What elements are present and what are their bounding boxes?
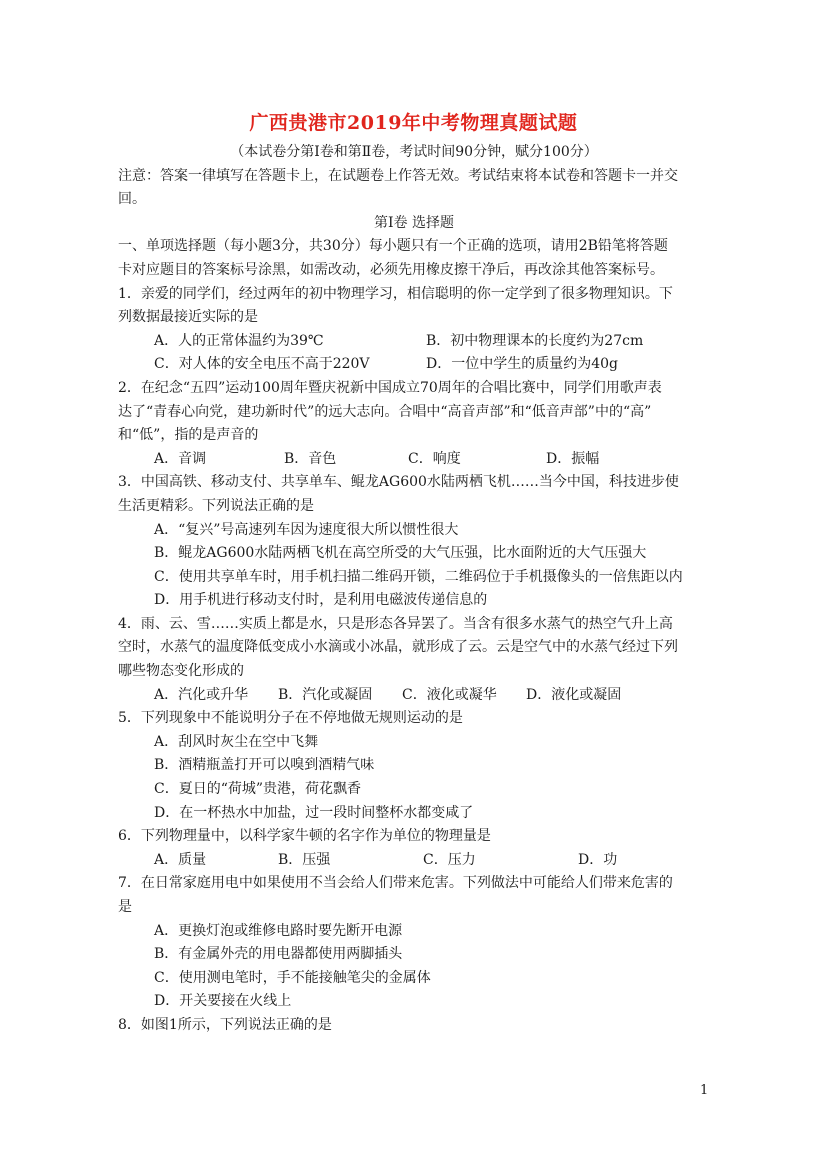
- q2-option-c: C．响度: [408, 450, 461, 467]
- q6-stem-line-1: 6．下列物理量中，以科学家牛顿的名字作为单位的物理量是: [118, 828, 491, 845]
- q8-stem-line-1: 8．如图1所示，下列说法正确的是: [118, 1016, 332, 1033]
- q6-options-row: [118, 849, 710, 873]
- q1-options-row-2: [118, 353, 710, 377]
- q3-option-a: A．“复兴”号高速列车因为速度很大所以惯性很大: [154, 521, 459, 538]
- section-title: 第Ⅰ卷 选择题: [374, 214, 454, 231]
- q5-option-d: D．在一杯热水中加盐，过一段时间整杯水都变咸了: [154, 804, 474, 821]
- q7-option-d: D．开关要接在火线上: [154, 993, 292, 1010]
- notice-line-1: 注意：答案一律填写在答题卡上，在试题卷上作答无效。考试结束将本试卷和答题卡一并交: [118, 167, 678, 184]
- q5-option-c: C．夏日的“荷城”贵港，荷花飘香: [154, 781, 362, 798]
- q6-option-b: B．压强: [278, 851, 331, 868]
- q7-stem-line-2: 是: [118, 899, 132, 915]
- q7-stem-line-1: 7．在日常家庭用电中如果使用不当会给人们带来危害。下列做法中可能给人们带来危害的: [118, 875, 673, 892]
- notice-line-2: 回。: [118, 191, 146, 208]
- q4-stem-line-1: 4．雨、云、雪……实质上都是水，只是形态各异罢了。当含有很多水蒸气的热空气升上高: [118, 615, 673, 632]
- q2-options-row: [118, 448, 710, 472]
- q1-stem-line-2: 列数据最接近实际的是: [118, 309, 258, 326]
- q4-options-row: [118, 684, 710, 708]
- q1-option-a: A．人的正常体温约为39℃: [154, 332, 324, 349]
- exam-content: [118, 141, 710, 1038]
- q4-option-c: C．液化或凝华: [402, 686, 497, 703]
- q6-option-c: C．压力: [423, 851, 476, 868]
- exam-title: 广西贵港市2019年中考物理真题试题: [249, 112, 578, 134]
- q2-option-b: B．音色: [284, 450, 337, 467]
- q4-option-a: A．汽化或升华: [154, 686, 249, 703]
- q2-stem-line-1: 2．在纪念“五四”运动100周年暨庆祝新中国成立70周年的合唱比赛中，同学们用歌声表: [118, 379, 662, 396]
- q3-stem-line-2: 生活更精彩。下列说法正确的是: [118, 497, 314, 514]
- q2-stem-line-2: 达了“青春心向党，建功新时代”的远大志向。合唱中“高音声部”和“低音声部”中的“高”: [118, 403, 652, 420]
- q4-stem-line-2: 空时，水蒸气的温度降低变成小水滴或小冰晶，就形成了云。云是空气中的水蒸气经过下列: [118, 639, 678, 656]
- q1-stem-line-1: 1．亲爱的同学们，经过两年的初中物理学习，相信聪明的你一定学到了很多物理知识。下: [118, 285, 673, 302]
- q2-option-d: D．振幅: [546, 450, 600, 467]
- page-number: 1: [700, 1083, 709, 1098]
- q6-option-a: A．质量: [154, 851, 207, 868]
- q5-option-b: B．酒精瓶盖打开可以嗅到酒精气味: [154, 757, 375, 774]
- q2-option-a: A．音调: [154, 450, 207, 467]
- q5-option-a: A．刮风时灰尘在空中飞舞: [154, 733, 319, 750]
- q6-option-d: D．功: [578, 851, 618, 868]
- q3-option-b: B．鲲龙AG600水陆两栖飞机在高空所受的大气压强，比水面附近的大气压强大: [154, 545, 647, 562]
- q4-stem-line-3: 哪些物态变化形成的: [118, 663, 244, 680]
- instructions-line-1: 一、单项选择题（每小题3分，共30分）每小题只有一个正确的选项，请用2B铅笔将答题: [118, 238, 668, 255]
- instructions-line-2: 卡对应题目的答案标号涂黑，如需改动，必须先用橡皮擦干净后，再改涂其他答案标号。: [118, 261, 664, 278]
- q4-option-d: D．液化或凝固: [526, 686, 622, 703]
- q2-stem-line-3: 和“低”，指的是声音的: [118, 427, 259, 444]
- q7-option-b: B．有金属外壳的用电器都使用两脚插头: [154, 946, 403, 963]
- q3-stem-line-1: 3．中国高铁、移动支付、共享单车、鲲龙AG600水陆两栖飞机……当今中国，科技进步使: [118, 474, 679, 491]
- q3-option-d: D．用手机进行移动支付时，是利用电磁波传递信息的: [154, 592, 488, 609]
- exam-subtitle: （本试卷分第Ⅰ卷和第Ⅱ卷，考试时间90分钟，赋分100分）: [230, 144, 598, 160]
- q5-stem-line-1: 5．下列现象中不能说明分子在不停地做无规则运动的是: [118, 710, 463, 727]
- q7-option-a: A．更换灯泡或维修电路时要先断开电源: [154, 922, 403, 939]
- q1-option-d: D．一位中学生的质量约为40g: [426, 356, 619, 373]
- q3-option-c: C．使用共享单车时，用手机扫描二维码开锁，二维码位于手机摄像头的一倍焦距以内: [154, 568, 683, 585]
- q1-options-row-1: [118, 330, 710, 354]
- q1-option-b: B．初中物理课本的长度约为27cm: [426, 332, 644, 349]
- q4-option-b: B．汽化或凝固: [278, 686, 373, 703]
- q7-option-c: C．使用测电笔时，手不能接触笔尖的金属体: [154, 969, 431, 986]
- q1-option-c: C．对人体的安全电压不高于220V: [154, 356, 370, 373]
